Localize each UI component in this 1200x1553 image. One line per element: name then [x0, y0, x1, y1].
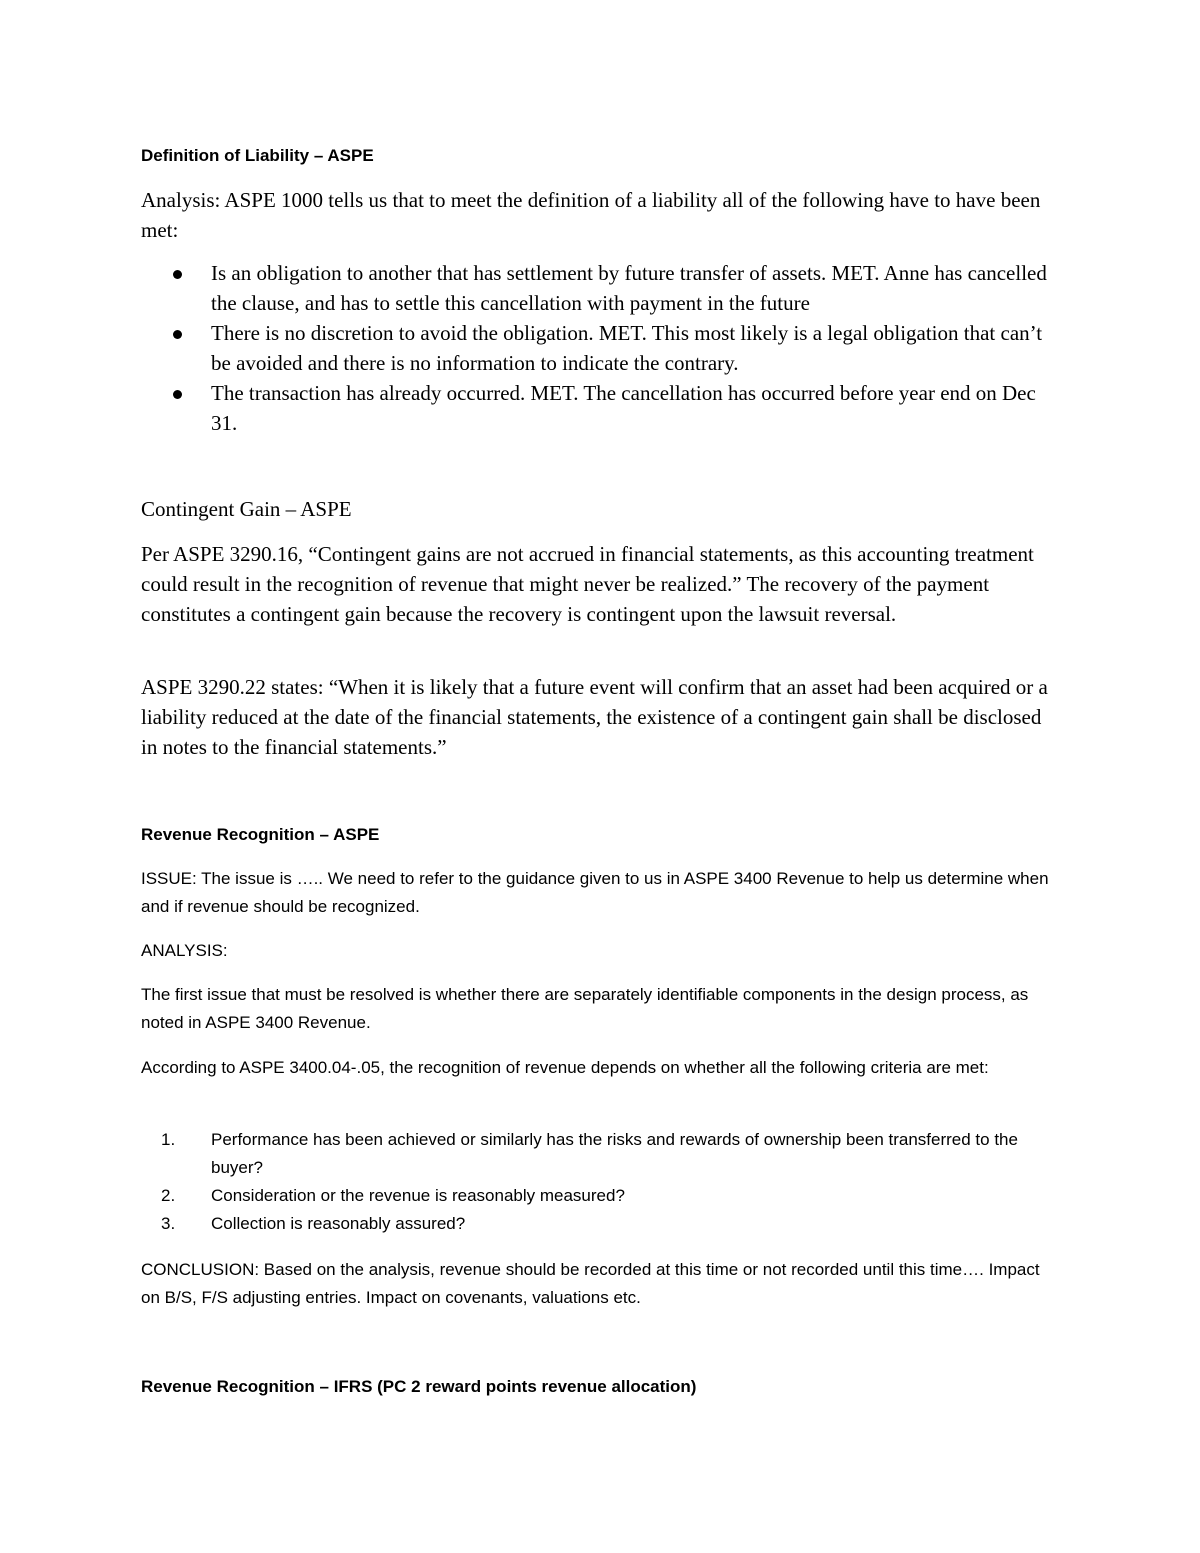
liability-heading: Definition of Liability – ASPE [141, 146, 374, 165]
list-number: 3. [161, 1214, 176, 1233]
revenue-issue: ISSUE: The issue is ….. We need to refer to the guidance given to us in ASPE 3400 Revenue to help us determine when and if revenue should be recognized. [141, 869, 1049, 916]
revenue-according: According to ASPE 3400.04-.05, the recognition of revenue depends on whether all the following criteria are met: [141, 1058, 989, 1077]
list-item-text: There is no discretion to avoid the obligation. MET. This most likely is a legal obligation that can’t be avoided and there is no information to indicate the contrary. [211, 321, 1043, 375]
list-item [141, 1126, 1061, 1182]
bullet-icon [173, 390, 182, 399]
liability-analysis: Analysis: ASPE 1000 tells us that to meet the definition of a liability all of the following have to have been met: [141, 188, 1041, 242]
list-item-text: The transaction has already occurred. MET. The cancellation has occurred before year end on Dec 31. [211, 381, 1036, 435]
liability-criteria-list [141, 258, 1061, 438]
bullet-icon [173, 330, 182, 339]
list-item [141, 1210, 1061, 1238]
revenue-analysis-label: ANALYSIS: [141, 941, 228, 960]
revenue-ifrs-heading: Revenue Recognition – IFRS (PC 2 reward points revenue allocation) [141, 1377, 697, 1396]
revenue-first-issue: The first issue that must be resolved is whether there are separately identifiable components in the design process, as noted in ASPE 3400 Revenue. [141, 985, 1029, 1032]
bullet-icon [173, 270, 182, 279]
revenue-conclusion: CONCLUSION: Based on the analysis, revenue should be recorded at this time or not recorded until this time…. Impact on B/S, F/S adjusting entries. Impact on covenants, valuations etc. [141, 1260, 1040, 1307]
list-item [141, 1182, 1061, 1210]
list-item [141, 258, 1061, 318]
list-item [141, 378, 1061, 438]
revenue-criteria-list [141, 1126, 1061, 1238]
list-item-text: Collection is reasonably assured? [211, 1214, 466, 1233]
list-item-text: Performance has been achieved or similarly has the risks and rewards of ownership been transferred to the buyer? [211, 1130, 1018, 1177]
revenue-aspe-heading: Revenue Recognition – ASPE [141, 825, 380, 844]
list-item-text: Is an obligation to another that has settlement by future transfer of assets. MET. Anne has cancelled the clause, and has to settle this cancellation with payment in the future [211, 261, 1047, 315]
contingent-heading: Contingent Gain – ASPE [141, 497, 352, 521]
list-item [141, 318, 1061, 378]
list-item-text: Consideration or the revenue is reasonably measured? [211, 1186, 625, 1205]
contingent-paragraph-1: Per ASPE 3290.16, “Contingent gains are not accrued in financial statements, as this accounting treatment could result in the recognition of revenue that might never be realized.” The recovery of the payment constitutes a contingent gain because the recovery is contingent upon the lawsuit reversal. [141, 542, 1034, 626]
list-number: 2. [161, 1186, 176, 1205]
contingent-paragraph-2: ASPE 3290.22 states: “When it is likely that a future event will confirm that an asset had been acquired or a liability reduced at the date of the financial statements, the existence of a contingent gain shall be disclosed in notes to the financial statements.” [141, 675, 1048, 759]
list-number: 1. [161, 1130, 176, 1149]
